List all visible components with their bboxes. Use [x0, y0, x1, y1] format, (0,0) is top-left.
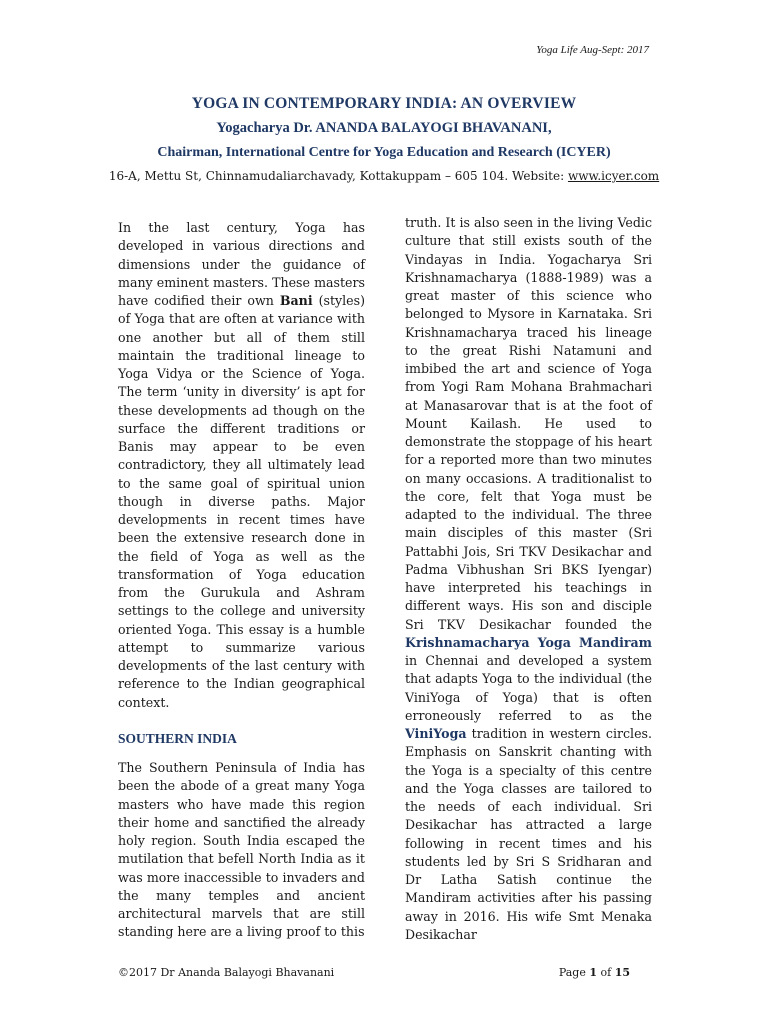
- viniyoga-term: ViniYoga: [405, 726, 467, 741]
- page-prefix: Page: [558, 966, 590, 979]
- bani-term: Bani: [279, 293, 313, 308]
- page-number: [559, 966, 630, 979]
- intro-paragraph: [118, 219, 365, 712]
- page-current: 1: [589, 966, 597, 979]
- address-line: [0, 169, 768, 183]
- southern-india-paragraph: The Southern Peninsula of India has been the abode of a great many Yoga masters who have made this region their home and sanctified the already holy region. South India escaped the mutilation that befell North India as it was more inaccessible to invaders and the many temples and ancient architectural marvels that are still standing here are a living proof to this: [118, 760, 365, 940]
- intro-text-b: (styles) of Yoga that are often at variance with one another but all of them still maintain the traditional lineage to Yoga Vidya or the Science of Yoga. The term ‘unity in diversity’ is apt for these developments ad though on the surface the different traditions or Banis may appear to be even contradictory, they all ultimately lead to the same goal of spiritual union though in diverse paths. Major developments in recent times have been the extensive research done in the field of Yoga as well as the transformation of Yoga education from the Gurukula and Ashram settings to the college and university oriented Yoga. This essay is a humble attempt to summarize various developments of the last century with reference to the Indian geographical context.: [118, 293, 365, 710]
- article-title: YOGA IN CONTEMPORARY INDIA: AN OVERVIEW: [191, 95, 577, 112]
- right-text-c: tradition in western circles. Emphasis on Sanskrit chanting with the Yoga is a specialty of this centre and the Yoga classes are tailored to the needs of each individual. Sri Desikachar has attracted a large following in recent times and his students led by Sri S Sridharan and Dr Latha Satish continue the Mandiram activities after his passing away in 2016. His wife Smt Menaka Desikachar: [405, 726, 652, 942]
- title-block: [0, 95, 768, 183]
- author-line: Yogacharya Dr. ANANDA BALAYOGI BHAVANANI,: [216, 120, 552, 136]
- page-footer: [118, 966, 630, 979]
- address-text: 16-A, Mettu St, Chinnamudaliarchavady, Kottakuppam – 605 104. Website:: [108, 169, 568, 183]
- right-text-b: in Chennai and developed a system that adapts Yoga to the individual (the ViniYoga of Yoga) that is often erroneously referred to as the: [405, 653, 652, 723]
- affiliation-line: Chairman, International Centre for Yoga Education and Research (ICYER): [157, 145, 611, 160]
- left-column: [118, 219, 365, 942]
- copyright-notice: ©2017 Dr Ananda Balayogi Bhavanani: [118, 966, 335, 979]
- website-link[interactable]: www.icyer.com: [567, 169, 660, 183]
- right-text-a: truth. It is also seen in the living Vedic culture that still exists south of the Vindayas in India. Yogacharya Sri Krishnamacharya (1888-1989) was a great master of this science who belonged to Mysore in Karnataka. Sri Krishnamacharya traced his lineage to the great Rishi Natamuni and imbibed the art and science of Yoga from Yogi Ram Mohana Brahmachari at Manasarovar that is at the foot of Mount Kailash. He used to demonstrate the stoppage of his heart for a reported more than two minutes on many occasions. A traditionalist to the core, felt that Yoga must be adapted to the individual. The three main disciples of this master (Sri Pattabhi Jois, Sri TKV Desikachar and Padma Vibhushan Sri BKS Iyengar) have interpreted his teachings in different ways. His son and disciple Sri TKV Desikachar founded the: [405, 215, 652, 632]
- continued-paragraph: [405, 214, 652, 944]
- page-of: of: [597, 966, 615, 979]
- kym-term: Krishnamacharya Yoga Mandiram: [405, 634, 652, 650]
- section-heading-southern-india: SOUTHERN INDIA: [118, 730, 237, 746]
- intro-text-a: In the last century, Yoga has developed in various directions and dimensions under the guidance of many eminent masters. These masters have codified their own: [118, 220, 365, 308]
- page-total: 15: [614, 966, 630, 979]
- running-head: Yoga Life Aug-Sept: 2017: [536, 44, 649, 56]
- right-column: [405, 214, 652, 944]
